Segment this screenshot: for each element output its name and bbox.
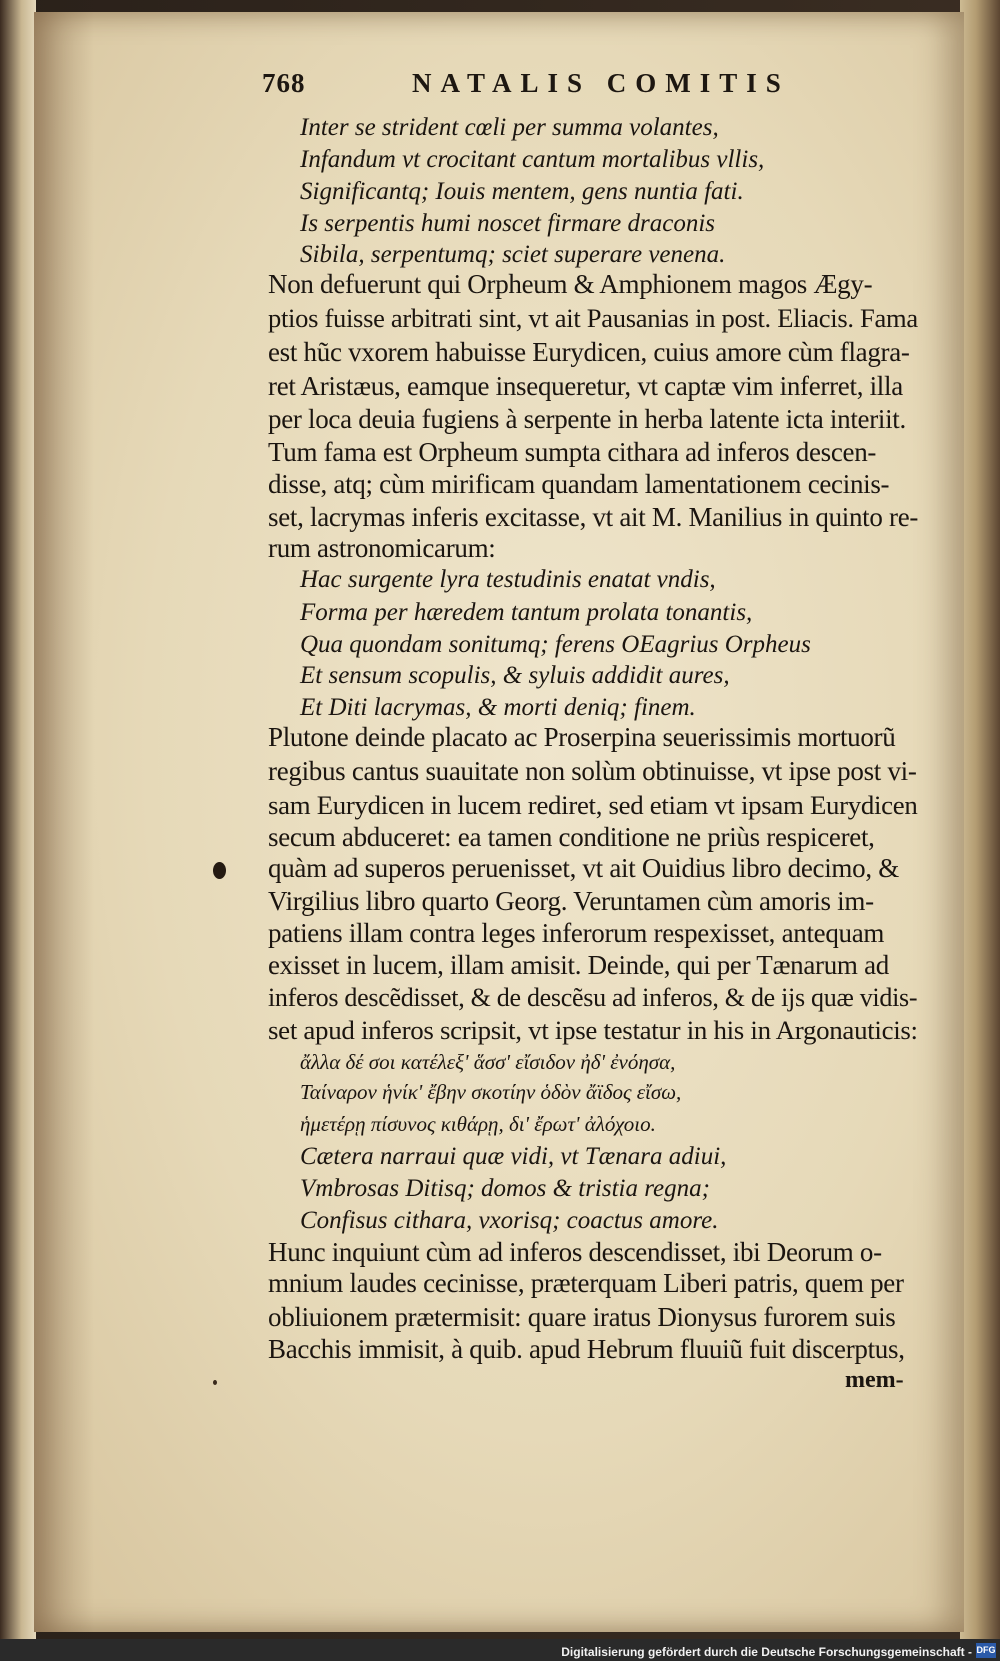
prose-line: set, lacrymas inferis excitasse, vt ait M. Manilius in quinto re- <box>268 502 919 532</box>
greek-line: Ταίναρον ἡνίκ' ἔβην σκοτίην ὁδὸν ἄϊδος εἴσω, <box>300 1080 682 1104</box>
footer-bar <box>0 1639 1000 1661</box>
prose-line: obliuionem prætermisit: quare iratus Dionysus furorem suis <box>268 1302 896 1332</box>
prose-line: exisset in lucem, illam amisit. Deinde, qui per Tænarum ad <box>268 950 889 980</box>
verse-line: Cætera narraui quæ vidi, vt Tænara adiui, <box>300 1143 727 1170</box>
verse-line: Sibila, serpentumq; sciet superare venena. <box>300 241 726 268</box>
running-title: NATALIS COMITIS <box>412 68 790 98</box>
verse-line: Vmbrosas Ditisq; domos & tristia regna; <box>300 1175 710 1202</box>
greek-line: ἄλλα δέ σοι κατέλεξ' ἅσσ' εἴσιδον ἠδ' ἐνόησα, <box>300 1050 676 1074</box>
prose-line: patiens illam contra leges inferorum respexisset, antequam <box>268 918 885 948</box>
ink-spot <box>213 862 226 879</box>
dfg-logo-icon: DFG <box>976 1643 996 1658</box>
prose-line: disse, atq; cùm mirificam quandam lamentationem cecinis- <box>268 469 890 499</box>
verse-line: Et sensum scopulis, & syluis addidit aures, <box>300 662 730 689</box>
verse-line: Significantq; Iouis mentem, gens nuntia fati. <box>300 178 744 205</box>
verse-line: Confisus cithara, vxorisq; coactus amore. <box>300 1207 719 1234</box>
prose-line: est hũc vxorem habuisse Eurydicen, cuius amore cùm flagra- <box>268 337 910 367</box>
verse-line: Forma per hæredem tantum prolata tonantis, <box>300 599 753 626</box>
prose-line: sam Eurydicen in lucem rediret, sed etiam vt ipsam Eurydicen <box>268 790 918 820</box>
catchword: mem- <box>845 1367 904 1393</box>
verse-line: Infandum vt crocitant cantum mortalibus vllis, <box>300 146 765 173</box>
prose-line: regibus cantus suauitate non solùm obtinuisse, vt ipse post vi- <box>268 756 917 786</box>
verse-line: Et Diti lacrymas, & morti deniq; finem. <box>300 694 696 721</box>
ink-speck <box>213 1380 217 1385</box>
running-head <box>262 68 902 108</box>
verse-line: Hac surgente lyra testudinis enatat vndis, <box>300 566 716 593</box>
prose-line: quàm ad superos peruenisset, vt ait Ouidius libro decimo, & <box>268 853 899 883</box>
prose-line: set apud inferos scripsit, vt ipse testatur in his in Argonauticis: <box>268 1015 918 1045</box>
verse-line: Qua quondam sonitumq; ferens OEagrius Orpheus <box>300 631 811 658</box>
spine-shadow <box>34 12 94 1632</box>
greek-line: ἡμετέρῃ πίσυνος κιθάρῃ, δι' ἔρωτ' ἀλόχοιο. <box>300 1112 656 1136</box>
prose-line: secum abduceret: ea tamen conditione ne priùs respiceret, <box>268 822 875 852</box>
prose-line: ret Aristæus, eamque insequeretur, vt captæ vim inferret, illa <box>268 371 903 401</box>
prose-line: Bacchis immisit, à quib. apud Hebrum fluuiũ fuit discerptus, <box>268 1334 905 1364</box>
prose-line: per loca deuia fugiens à serpente in herba latente icta interiit. <box>268 404 906 434</box>
verse-line: Is serpentis humi noscet firmare draconis <box>300 210 716 237</box>
prose-line: Virgilius libro quarto Georg. Veruntamen cùm amoris im- <box>268 886 874 916</box>
prose-line: rum astronomicarum: <box>268 533 496 563</box>
prose-line: Tum fama est Orpheum sumpta cithara ad inferos descen- <box>268 437 877 467</box>
prose-line: Hunc inquiunt cùm ad inferos descendisset, ibi Deorum o- <box>268 1237 882 1267</box>
page-number: 768 <box>262 68 306 98</box>
footer-credit: Digitalisierung gefördert durch die Deutsche Forschungsgemeinschaft - <box>561 1645 972 1659</box>
prose-line: Plutone deinde placato ac Proserpina seuerissimis mortuorũ <box>268 722 896 752</box>
prose-line: inferos descẽdisset, & de descẽsu ad inferos, & de ijs quæ vidis- <box>268 983 918 1012</box>
prose-line: Non defuerunt qui Orpheum & Amphionem magos Ægy- <box>268 269 873 299</box>
verse-line: Inter se strident cœli per summa volantes, <box>300 114 719 141</box>
prose-line: ptios fuisse arbitrati sint, vt ait Pausanias in post. Eliacis. Fama <box>268 303 918 333</box>
page-edge-right <box>960 0 1000 1640</box>
prose-line: mnium laudes cecinisse, præterquam Liberi patris, quem per <box>268 1268 904 1298</box>
page-edge-left <box>0 0 36 1661</box>
